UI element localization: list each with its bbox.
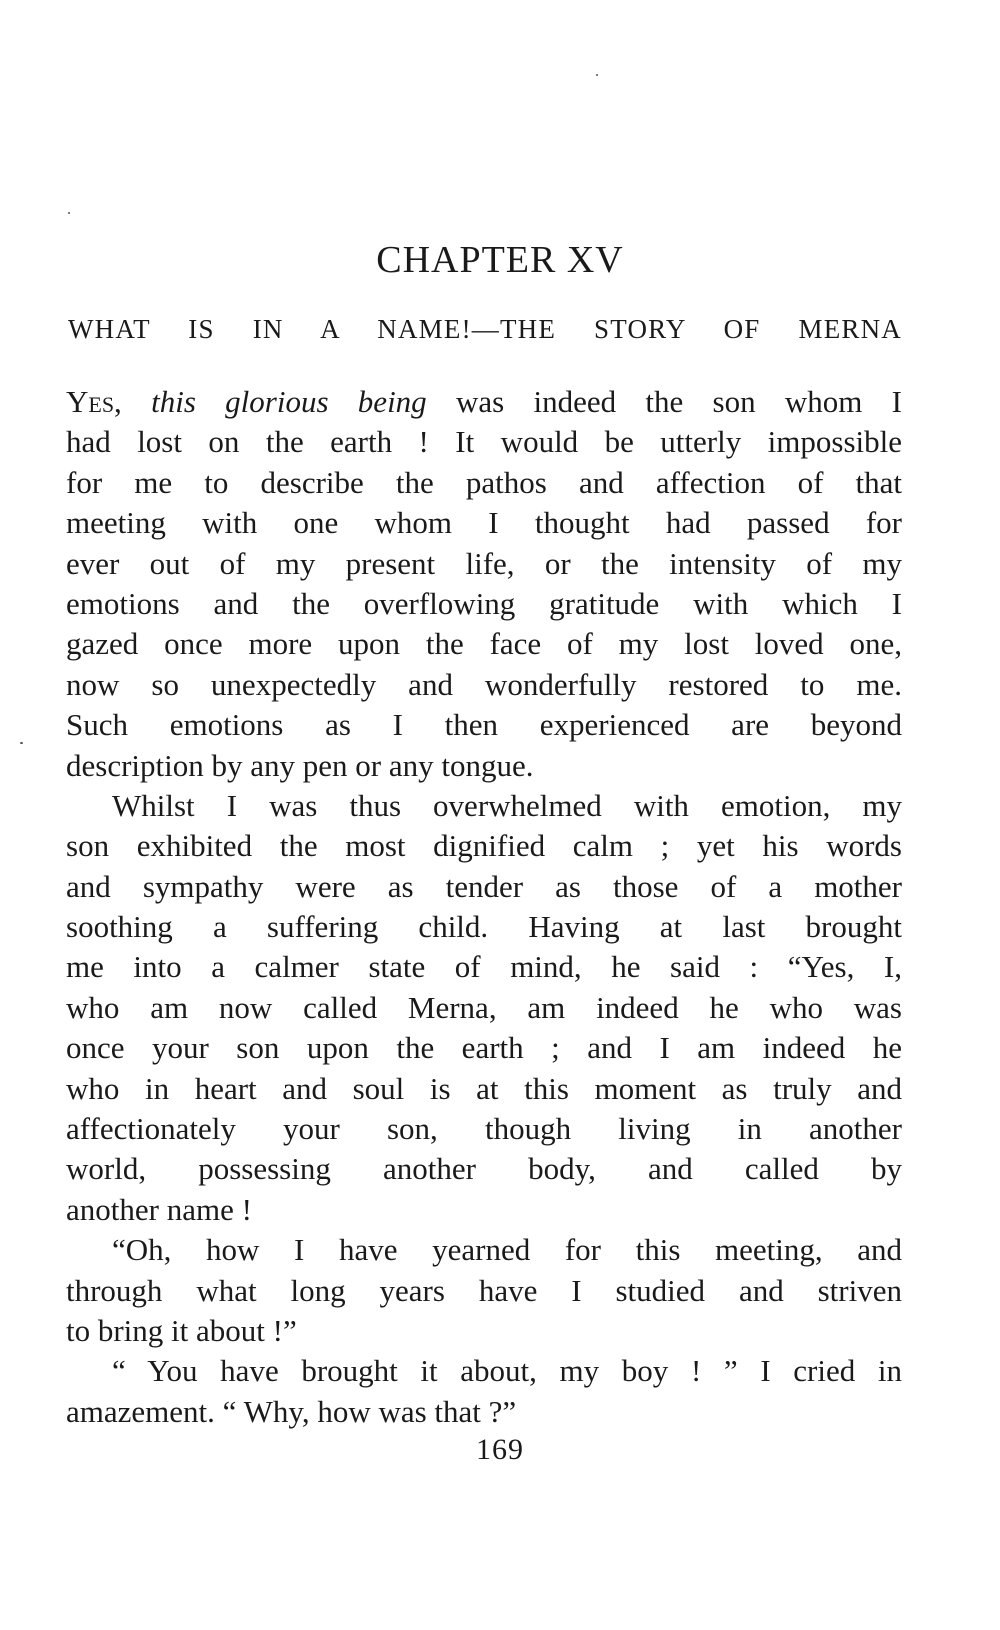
print-speck — [20, 742, 23, 744]
text-line: ever out of my present life, or the intensity of my — [66, 545, 902, 581]
text-line: who am now called Merna, am indeed he who was — [66, 989, 902, 1025]
text-line: Whilst I was thus overwhelmed with emotion, my — [112, 787, 902, 823]
text-line: who in heart and soul is at this moment as truly and — [66, 1070, 902, 1106]
text-line: meeting with one whom I thought had passed for — [66, 505, 902, 541]
text-line: soothing a suffering child. Having at last brought — [66, 909, 902, 945]
text-line: to bring it about !” — [66, 1312, 297, 1348]
lead-word: Yes, — [66, 384, 122, 419]
text-line: world, possessing another body, and called by — [66, 1151, 902, 1187]
text-line: for me to describe the pathos and affection of that — [66, 464, 902, 500]
text-line: now so unexpectedly and wonderfully restored to me. — [66, 666, 902, 702]
first-line-rest: was indeed the son whom I — [426, 384, 902, 419]
chapter-body — [66, 382, 902, 1432]
text-line: had lost on the earth ! It would be utterly impossible — [66, 424, 902, 460]
chapter-title: CHAPTER XV — [376, 239, 624, 281]
text-line: son exhibited the most dignified calm ; yet his words — [66, 828, 902, 864]
print-speck — [68, 212, 70, 214]
text-line — [66, 382, 902, 422]
text-line: through what long years have I studied and striven — [66, 1272, 902, 1308]
text-line: amazement. “ Why, how was that ?” — [66, 1393, 517, 1429]
text-line: “Oh, how I have yearned for this meeting, and — [112, 1232, 902, 1268]
text-line: affectionately your son, though living in another — [66, 1111, 902, 1147]
text-line: gazed once more upon the face of my lost loved one, — [66, 626, 902, 662]
print-speck — [596, 74, 598, 76]
text-line: another name ! — [66, 1191, 252, 1227]
text-line: “ You have brought it about, my boy ! ” I cried in — [112, 1353, 902, 1389]
paragraph-1 — [66, 382, 902, 786]
text-line: Such emotions as I then experienced are beyond — [66, 707, 902, 743]
text-line: and sympathy were as tender as those of a mother — [66, 868, 902, 904]
lead-italic-phrase: this glorious being — [121, 384, 427, 419]
chapter-subtitle: WHAT IS IN A NAME!—THE STORY OF MERNA — [68, 314, 902, 344]
text-line: once your son upon the earth ; and I am indeed he — [66, 1030, 902, 1066]
text-line: description by any pen or any tongue. — [66, 747, 534, 783]
paragraph-2 — [66, 786, 902, 1230]
page-number: 169 — [476, 1433, 524, 1466]
paragraph-4 — [66, 1351, 902, 1432]
paragraph-3 — [66, 1230, 902, 1351]
text-line: me into a calmer state of mind, he said : “Yes, I, — [66, 949, 902, 985]
text-line: emotions and the overflowing gratitude with which I — [66, 585, 902, 621]
